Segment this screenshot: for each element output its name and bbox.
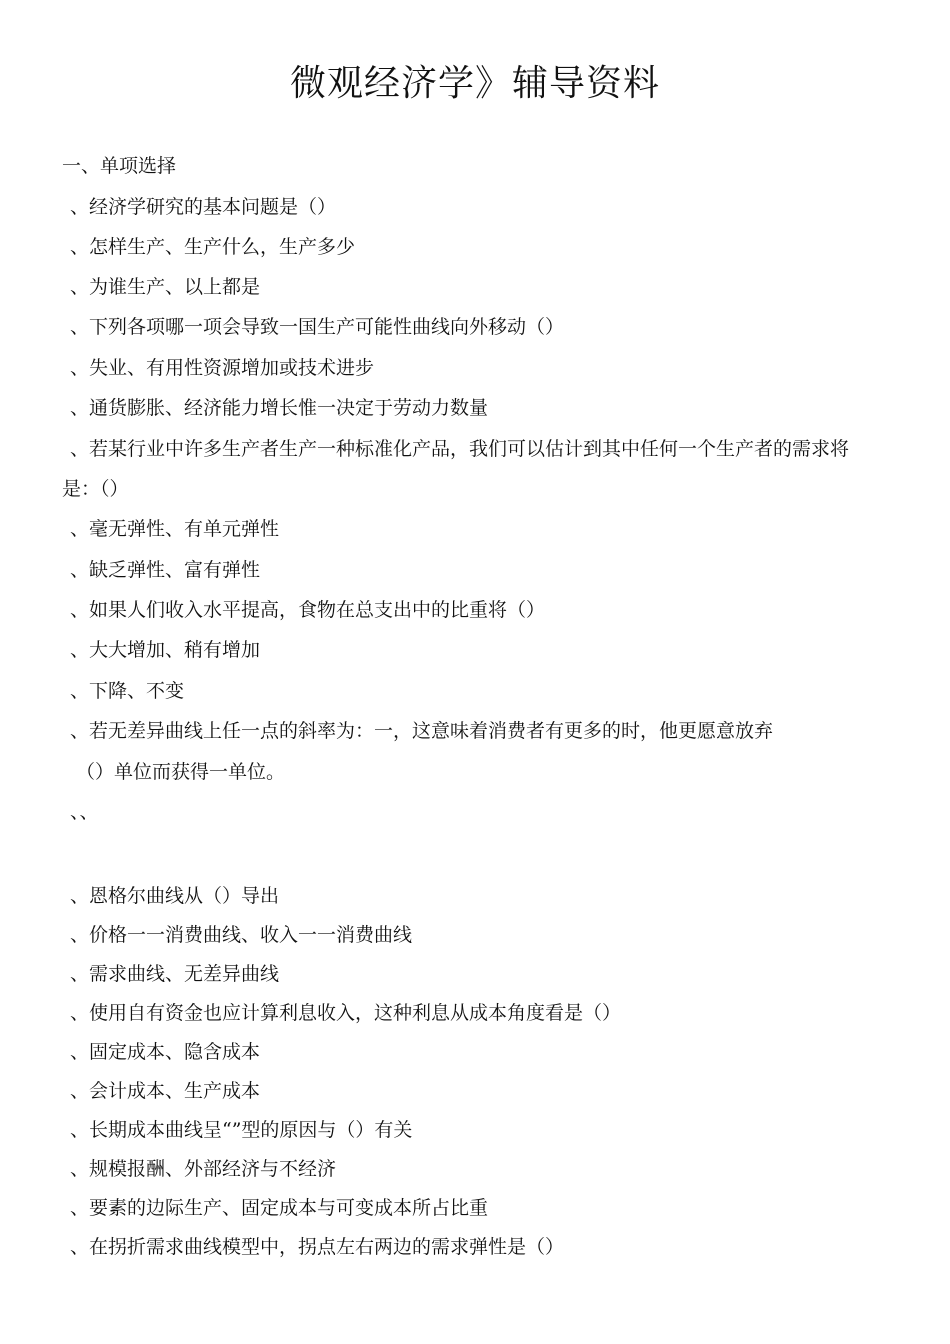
text-line: 、若无差异曲线上任一点的斜率为：一，这意味着消费者有更多的时，他更愿意放弃	[70, 720, 774, 742]
text-line: 、怎样生产、生产什么，生产多少	[70, 236, 356, 258]
text-line: 、毫无弹性、有单元弹性	[70, 518, 280, 540]
text-line: 、缺乏弹性、富有弹性	[70, 559, 261, 581]
text-line: 、失业、有用性资源增加或技术进步	[70, 357, 375, 379]
text-line: 、经济学研究的基本问题是（）	[70, 196, 337, 218]
text-line: 、为谁生产、以上都是	[70, 276, 261, 298]
text-line: 、长期成本曲线呈“”型的原因与（）有关	[70, 1119, 413, 1141]
text-line: （）单位而获得一单位。	[76, 761, 286, 783]
text-line: 、会计成本、生产成本	[70, 1080, 261, 1102]
text-line: 、下列各项哪一项会导致一国生产可能性曲线向外移动（）	[70, 316, 565, 338]
text-line: 、通货膨胀、经济能力增长惟一决定于劳动力数量	[70, 397, 489, 419]
text-line: 、使用自有资金也应计算利息收入，这种利息从成本角度看是（）	[70, 1002, 622, 1024]
text-line: 、下降、不变	[70, 680, 185, 702]
text-line: 、如果人们收入水平提高，食物在总支出中的比重将（）	[70, 599, 546, 621]
text-line: 、需求曲线、无差异曲线	[70, 963, 280, 985]
text-line: 、、	[70, 801, 99, 823]
text-line: 、若某行业中许多生产者生产一种标准化产品，我们可以估计到其中任何一个生产者的需求将	[70, 438, 850, 460]
text-line: 、规模报酬、外部经济与不经济	[70, 1158, 337, 1180]
text-line: 是：（）	[62, 478, 129, 500]
text-line: 、大大增加、稍有增加	[70, 639, 261, 661]
text-line: 、固定成本、隐含成本	[70, 1041, 261, 1063]
section-heading: 一、单项选择	[62, 155, 177, 177]
text-line: 、在拐折需求曲线模型中，拐点左右两边的需求弹性是（）	[70, 1236, 565, 1258]
document-title: 微观经济学》辅导资料	[289, 63, 660, 104]
text-line: 、恩格尔曲线从（）导出	[70, 885, 280, 907]
text-line: 、要素的边际生产、固定成本与可变成本所占比重	[70, 1197, 489, 1219]
text-line: 、价格一一消费曲线、收入一一消费曲线	[70, 924, 413, 946]
